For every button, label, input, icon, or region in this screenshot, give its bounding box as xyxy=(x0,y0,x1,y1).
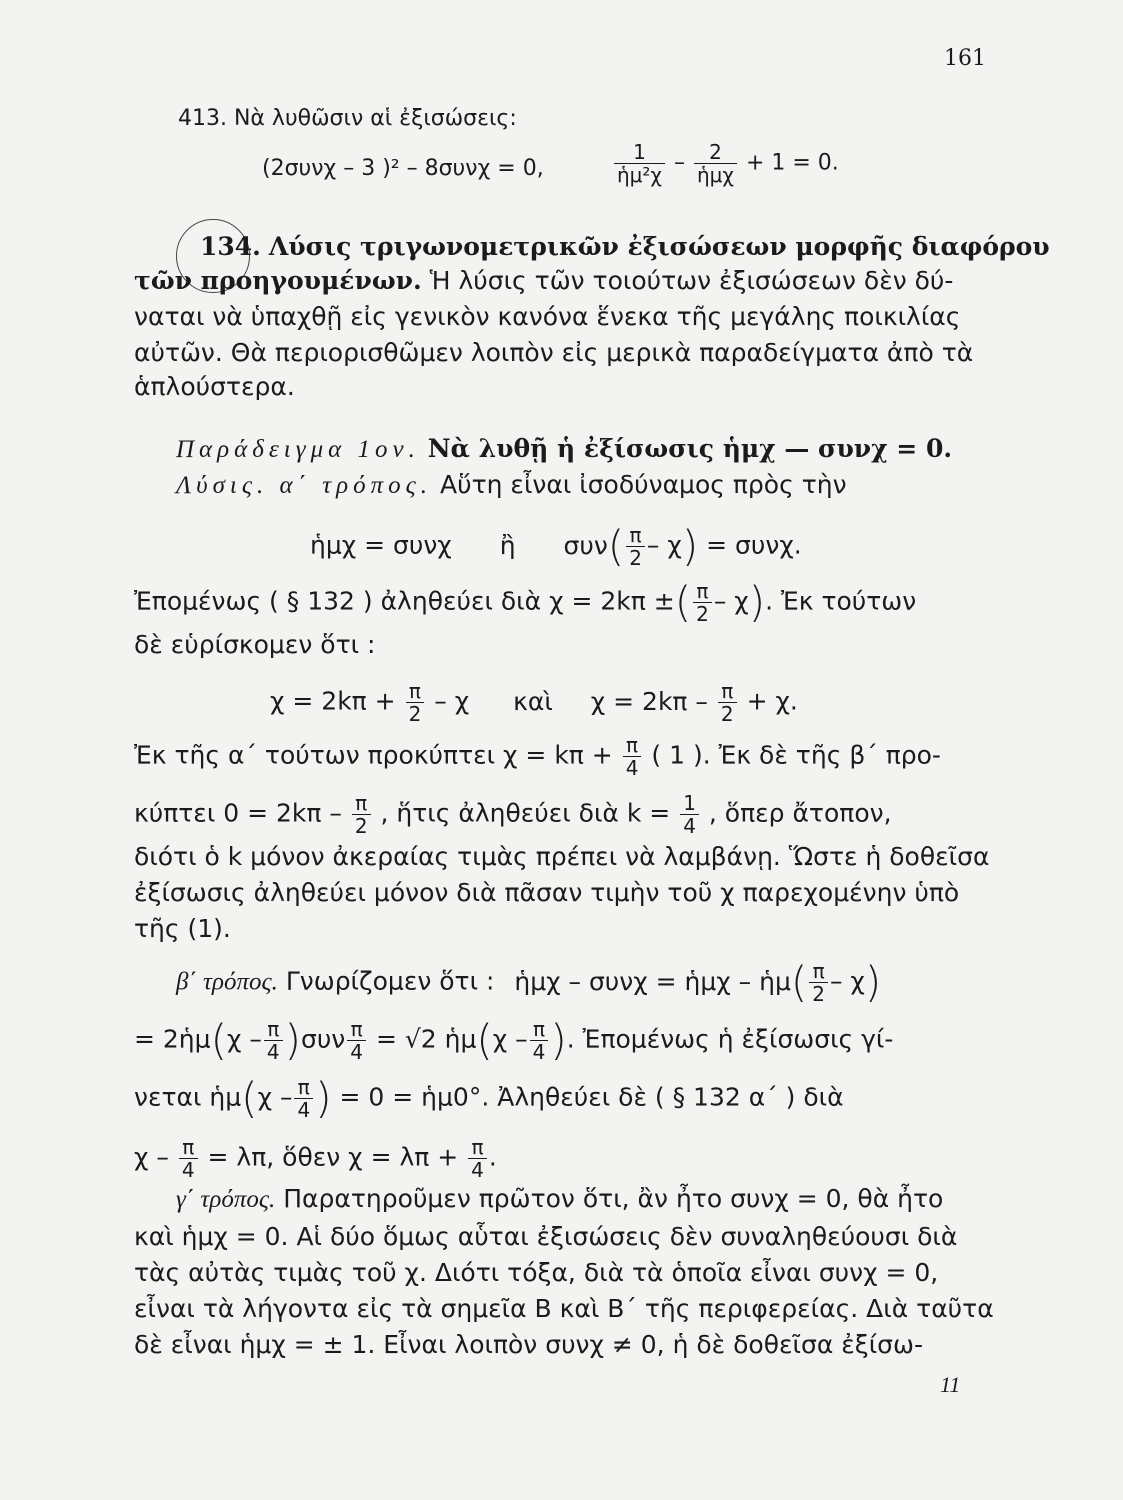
paragraph-line: δὲ εὑρίσκομεν ὅτι : xyxy=(134,630,376,659)
exercise-equation-2: $\frac{1}{\text{ἡμ²χ}}$ – $\frac{2}{\text{ἡμχ}}$ + 1 = 0. xyxy=(612,141,839,186)
section-title-cont: τῶν προηγουμένων. xyxy=(134,266,422,295)
paragraph-line: αὐτῶν. Θὰ περιορισθῶμεν λοιπὸν εἰς μερικὰ παραδείγματα ἀπὸ τὰ xyxy=(134,338,974,367)
section-number: 134. xyxy=(200,232,261,261)
paragraph-line: εἶναι τὰ λήγοντα εἰς τὰ σημεῖα Β καὶ Β΄ τῆς περιφερείας. Διὰ ταῦτα xyxy=(134,1294,994,1323)
paragraph-line: Ἐπομένως ( § 132 ) ἀληθεύει διὰ χ = 2kπ ±( $\frac{\pi}{2}$ – χ). Ἐκ τούτων xyxy=(134,577,917,627)
paragraph-line: ναται νὰ ὑπαχθῇ εἰς γενικὸν κανόνα ἕνεκα τῆς μεγάλης ποικιλίας xyxy=(134,302,961,331)
equation-line: νεται ἡμ(χ – $\frac{\pi}{4}$ ) = 0 = ἡμ0°. Ἀληθεύει δὲ ( § 132 α΄ ) διὰ xyxy=(134,1073,844,1123)
section-heading-line-2: τῶν προηγουμένων. Ἡ λύσις τῶν τοιούτων ἐξισώσεων δὲν δύ- xyxy=(134,266,954,295)
page-number: 161 xyxy=(944,46,986,71)
section-title: Λύσις τριγωνομετρικῶν ἐξισώσεων μορφῆς διαφόρου xyxy=(268,232,1050,261)
paragraph-line: τὰς αὐτὰς τιμὰς τοῦ χ. Διότι τόξα, διὰ τὰ ὁποῖα εἶναι συνχ = 0, xyxy=(134,1258,939,1287)
exercise-label: 413. Νὰ λυθῶσιν αἱ ἐξισώσεις: xyxy=(178,106,517,131)
example-heading xyxy=(176,434,952,465)
paragraph-line: Ἐκ τῆς α΄ τούτων προκύπτει χ = kπ + $\frac{\pi}{4}$ ( 1 ). Ἐκ δὲ τῆς β΄ προ- xyxy=(134,733,941,780)
paragraph-line: διότι ὁ k μόνον ἀκεραίας τιμὰς πρέπει νὰ λαμβάνῃ. Ὥστε ἡ δοθεῖσα xyxy=(134,842,990,871)
fraction: $\frac{1}{\text{ἡμ²χ}}$ xyxy=(614,141,665,186)
equation-line: χ – $\frac{\pi}{4}$ = λπ, ὅθεν χ = λπ + $\frac{\pi}{4}$ . xyxy=(134,1135,497,1182)
equation-b: χ = 2kπ + $\frac{\pi}{2}$ – χ καὶ χ = 2kπ – $\frac{\pi}{2}$ + χ. xyxy=(270,679,798,726)
paragraph-line: ἁπλούστερα. xyxy=(134,372,295,401)
paragraph-line: δὲ εἶναι ἡμχ = ± 1. Εἶναι λοιπὸν συνχ ≠ 0, ἡ δὲ δοθεῖσα ἐξίσω- xyxy=(134,1330,923,1359)
paragraph-line: κύπτει 0 = 2kπ – $\frac{\pi}{2}$ , ἥτις ἀληθεύει διὰ k = $\frac{1}{4}$ , ὅπερ ἄτοπον, xyxy=(134,791,892,838)
solution-line: Λύσις. α΄ τρόπος. Αὕτη εἶναι ἰσοδύναμος πρὸς τὴν xyxy=(176,470,847,499)
method-c-line: γ΄ τρόπος. Παρατηροῦμεν πρῶτον ὅτι, ἂν ἦτο συνχ = 0, θὰ ἦτο xyxy=(176,1184,944,1213)
paragraph-line: τῆς (1). xyxy=(134,914,231,943)
example-label: Παράδειγμα 1ον. xyxy=(176,436,420,463)
example-statement: Νὰ λυθῇ ἡ ἐξίσωσις ἡμχ — συνχ = 0. xyxy=(427,434,953,463)
paragraph-line: ἐξίσωσις ἀληθεύει μόνον διὰ πᾶσαν τιμὴν τοῦ χ παρεχομένην ὑπὸ xyxy=(134,878,960,907)
equation-a: ἡμχ = συνχ ἢ συν( $\frac{\pi}{2}$ – χ) = συνχ. xyxy=(310,521,802,571)
section-heading xyxy=(200,232,1050,262)
paragraph-line: καὶ ἡμχ = 0. Αἱ δύο ὅμως αὗται ἐξισώσεις δὲν συναληθεύουσι διὰ xyxy=(134,1222,958,1251)
fraction: $\frac{2}{\text{ἡμχ}}$ xyxy=(694,141,737,186)
equation-line: = 2ἡμ(χ – $\frac{\pi}{4}$ )συν $\frac{\pi}{4}$ = √2 ἡμ(χ – $\frac{\pi}{4}$ ). Ἐπομένως ἡ ἐξίσωσις γί- xyxy=(134,1015,894,1065)
method-b-line: β΄ τρόπος. Γνωρίζομεν ὅτι : ἡμχ – συνχ = ἡμχ – ἡμ( $\frac{\pi}{2}$ – χ) xyxy=(176,957,882,1007)
exercise-equation-1: (2συνχ – 3 )² – 8συνχ = 0, xyxy=(262,156,544,181)
footer-signature: 11 xyxy=(940,1372,961,1397)
